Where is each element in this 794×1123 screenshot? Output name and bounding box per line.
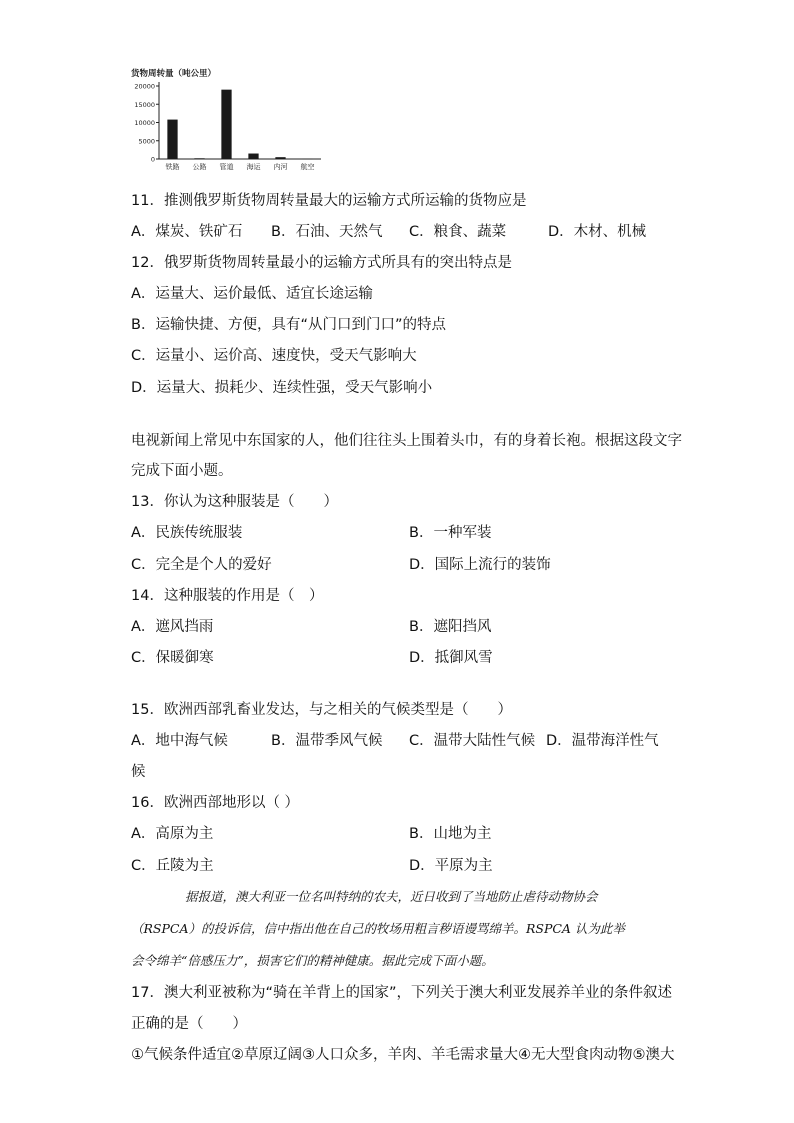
q17-stem-line2: 正确的是（ ） [131, 1016, 247, 1032]
passage2-line3: 会令绵羊“倍感压力”，损害它们的精神健康。据此完成下面小题。 [131, 953, 494, 968]
q17-statements: ①气候条件适宜②草原辽阔③人口众多，羊肉、羊毛需求量大④无大型食肉动物⑤澳大 [131, 1047, 675, 1063]
bar-铁路 [167, 120, 177, 159]
q16-option-b[interactable]: B．山地为主 [409, 826, 492, 842]
q15-option-b[interactable]: B．温带季风气候 [271, 733, 383, 749]
q14-option-a[interactable]: A．遮风挡雨 [131, 619, 214, 635]
y-tick-label-0: 0 [150, 155, 155, 164]
q14-option-d[interactable]: D．抵御风雪 [409, 650, 493, 666]
chart-axes [156, 82, 321, 159]
bar-内河 [275, 157, 285, 159]
x-tick-label-3: 海运 [246, 163, 261, 171]
x-tick-label-5: 航空 [300, 163, 315, 171]
bar-管道 [221, 90, 231, 159]
q12-option-c[interactable]: C．运量小、运价高、速度快，受天气影响大 [131, 348, 417, 364]
q15-option-a[interactable]: A．地中海气候 [131, 733, 228, 749]
q13-option-c[interactable]: C．完全是个人的爱好 [131, 557, 272, 573]
bar-海运 [248, 154, 258, 159]
q15-option-d-continued: 候 [131, 764, 146, 780]
passage1-line1: 电视新闻上常见中东国家的人，他们往往头上围着头巾，有的身着长袍。根据这段文字 [131, 433, 682, 449]
x-tick-label-0: 铁路 [165, 163, 180, 171]
bar-公路 [194, 158, 204, 159]
q13-stem: 13．你认为这种服装是（ ） [131, 494, 338, 510]
q14-option-c[interactable]: C．保暖御寒 [131, 650, 214, 666]
y-tick-label-1: 5000 [138, 137, 155, 146]
chart-title: 货物周转量（吨公里） [131, 69, 217, 79]
q11-option-b[interactable]: B．石油、天然气 [271, 224, 383, 240]
q14-stem: 14．这种服装的作用是（ ） [131, 588, 324, 604]
q12-option-b[interactable]: B．运输快捷、方便，具有“从门口到门口”的特点 [131, 317, 446, 333]
q13-option-a[interactable]: A．民族传统服装 [131, 525, 243, 541]
x-tick-label-2: 管道 [219, 163, 234, 171]
bar-航空 [302, 159, 312, 160]
passage1-line2: 完成下面小题。 [131, 463, 233, 479]
q11-stem: 11．推测俄罗斯货物周转量最大的运输方式所运输的货物应是 [131, 193, 527, 209]
freight-turnover-bar-chart [125, 64, 325, 174]
q17-stem-line1: 17．澳大利亚被称为“骑在羊背上的国家”，下列关于澳大利亚发展养羊业的条件叙述 [131, 985, 672, 1001]
chart-bars [167, 90, 312, 160]
q13-option-b[interactable]: B．一种军装 [409, 525, 492, 541]
y-tick-label-3: 15000 [134, 100, 155, 109]
q16-stem: 16．欧洲西部地形以（ ） [131, 795, 300, 811]
q15-option-d[interactable]: D．温带海洋性气 [546, 733, 659, 749]
q12-option-a[interactable]: A．运量大、运价最低、适宜长途运输 [131, 286, 373, 302]
q14-option-b[interactable]: B．遮阳挡风 [409, 619, 492, 635]
q11-option-a[interactable]: A．煤炭、铁矿石 [131, 224, 243, 240]
q16-option-d[interactable]: D．平原为主 [409, 858, 493, 874]
q12-stem: 12．俄罗斯货物周转量最小的运输方式所具有的突出特点是 [131, 255, 512, 271]
q15-option-c[interactable]: C．温带大陆性气候 [409, 733, 536, 749]
passage2-line1: 据报道，澳大利亚一位名叫特纳的农夫，近日收到了当地防止虐待动物协会 [185, 889, 598, 904]
q12-option-d[interactable]: D．运量大、损耗少、连续性强，受天气影响小 [131, 380, 433, 396]
q16-option-a[interactable]: A．高原为主 [131, 826, 214, 842]
y-tick-label-2: 10000 [134, 119, 155, 127]
q13-option-d[interactable]: D．国际上流行的装饰 [409, 557, 551, 573]
q15-stem: 15．欧洲西部乳畜业发达，与之相关的气候类型是（ ） [131, 702, 512, 718]
q11-option-c[interactable]: C．粮食、蔬菜 [409, 224, 507, 240]
q11-option-d[interactable]: D．木材、机械 [548, 224, 647, 240]
q16-option-c[interactable]: C．丘陵为主 [131, 858, 214, 874]
x-tick-label-4: 内河 [273, 163, 288, 171]
passage2-line2: （RSPCA）的投诉信，信中指出他在自己的牧场用粗言秽语谩骂绵羊。RSPCA 认为此举 [131, 921, 625, 936]
y-tick-label-4: 20000 [134, 82, 155, 91]
x-tick-label-1: 公路 [192, 163, 207, 171]
